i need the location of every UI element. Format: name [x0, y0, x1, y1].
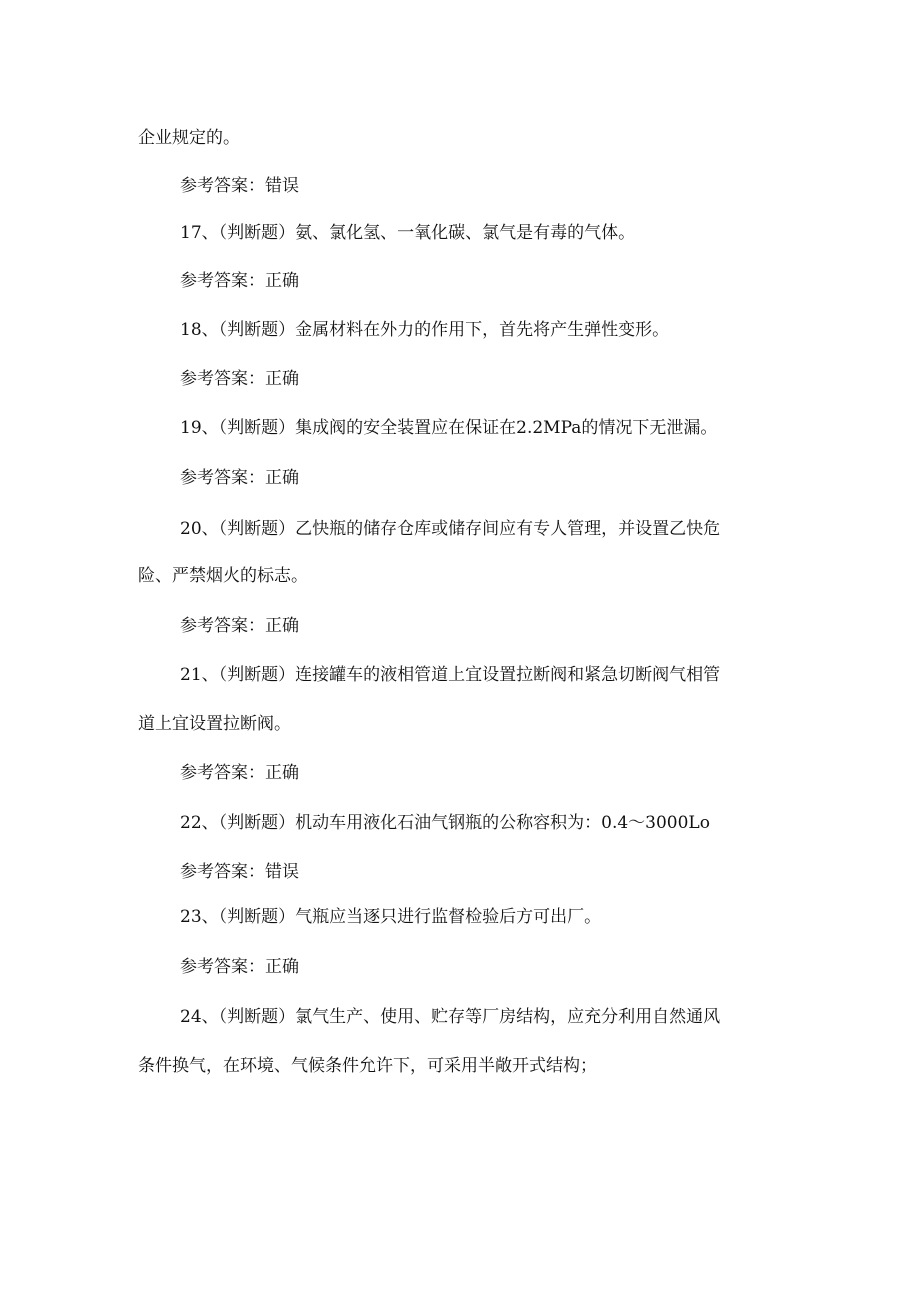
- question-24-continuation: 条件换气，在环境、气候条件允许下，可采用半敞开式结构；: [138, 1056, 597, 1076]
- answer-16: 参考答案：错误: [180, 176, 299, 196]
- question-19: 19、（判断题）集成阀的安全装置应在保证在2.2MPa的情况下无泄漏。: [180, 418, 718, 438]
- question-20: 20、（判断题）乙快瓶的储存仓库或储存间应有专人管理，并设置乙快危: [180, 519, 721, 539]
- question-21-continuation: 道上宜设置拉断阀。: [138, 714, 291, 734]
- answer-17: 参考答案：正确: [180, 271, 299, 291]
- question-21: 21、（判断题）连接罐车的液相管道上宜设置拉断阀和紧急切断阀气相管: [180, 665, 721, 685]
- question-24: 24、（判断题）氯气生产、使用、贮存等厂房结构，应充分利用自然通风: [180, 1007, 721, 1027]
- answer-19: 参考答案：正确: [180, 468, 299, 488]
- question-16-continuation: 企业规定的。: [138, 128, 240, 148]
- question-22: 22、（判断题）机动车用液化石油气钢瓶的公称容积为：0.4～3000Lo: [180, 813, 710, 833]
- answer-21: 参考答案：正确: [180, 763, 299, 783]
- question-18: 18、（判断题）金属材料在外力的作用下，首先将产生弹性变形。: [180, 320, 670, 340]
- question-17: 17、（判断题）氨、氯化氢、一氧化碳、氯气是有毒的气体。: [180, 223, 636, 243]
- answer-23: 参考答案：正确: [180, 957, 299, 977]
- answer-18: 参考答案：正确: [180, 369, 299, 389]
- answer-20: 参考答案：正确: [180, 616, 299, 636]
- question-23: 23、（判断题）气瓶应当逐只进行监督检验后方可出厂。: [180, 907, 602, 927]
- question-20-continuation: 险、严禁烟火的标志。: [138, 566, 308, 586]
- answer-22: 参考答案：错误: [180, 862, 299, 882]
